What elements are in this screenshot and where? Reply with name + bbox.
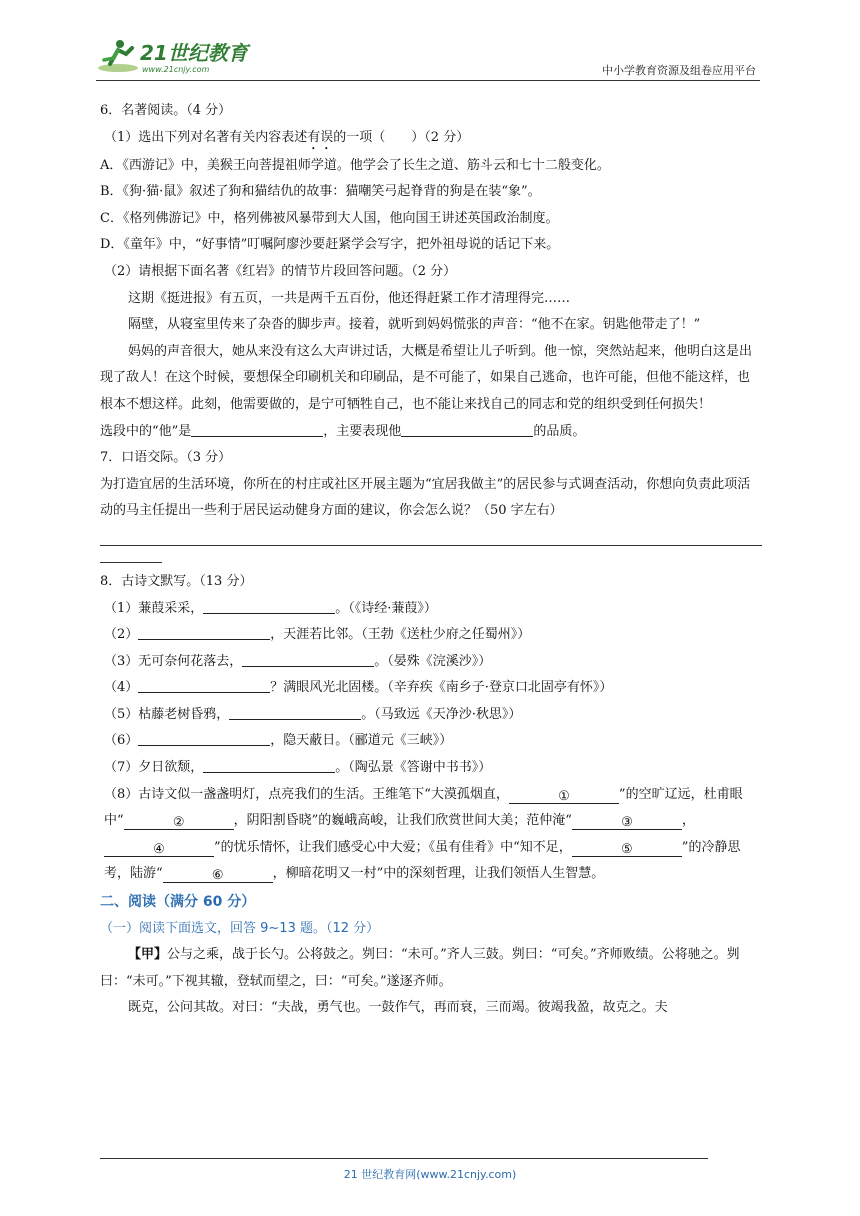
q6-sub1 <box>100 125 762 153</box>
q6-passage-p2: 隔壁，从寝室里传来了杂沓的脚步声。接着，就听到妈妈慌张的声音：“他不在家。钥匙他带走了！” <box>128 317 701 333</box>
answer-blank[interactable] <box>229 705 361 720</box>
q6-option-b: B．《狗·猫·鼠》叙述了狗和猫结仇的故事：猫嘲笑弓起脊背的狗是在装“象”。 <box>100 184 541 200</box>
section2-title: 二、阅读（满分 60 分） <box>100 894 256 911</box>
q6-answer-text-b: ，主要表现他 <box>323 423 402 439</box>
answer-blank[interactable]: ① <box>509 789 619 804</box>
answer-blank[interactable] <box>203 758 335 773</box>
q6-passage-p1: 这期《挺进报》有五页，一共是两千五百份，他还得赶紧工作才清理得完…… <box>128 290 571 306</box>
q8-item-6 <box>100 728 762 755</box>
answer-blank[interactable] <box>203 599 335 614</box>
q8-item-post: 。（《诗经·蒹葭》） <box>335 600 437 616</box>
answer-blank[interactable] <box>242 652 374 667</box>
answer-blank[interactable]: ② <box>124 815 234 830</box>
q8-item-post: ，隐天蔽日。（郦道元《三峡》） <box>270 733 453 749</box>
q8-p8-text: ， <box>681 813 695 829</box>
answer-blank[interactable] <box>401 422 533 437</box>
q6-sub1-text-a: （1）选出下列对名著有关内容表述 <box>104 129 308 145</box>
passage-tag: 【甲】 <box>128 947 168 963</box>
header-divider <box>96 80 760 81</box>
site-logo <box>96 36 266 78</box>
q8-p8-text: ”的空旷辽远，杜甫眼中“ <box>104 786 743 829</box>
q8-item-pre: （2） <box>104 627 139 643</box>
q7-title: 7．口语交际。（3 分） <box>100 450 232 466</box>
footer-divider <box>100 1158 708 1159</box>
answer-blank[interactable]: ③ <box>572 815 682 830</box>
q6-sub2: （2）请根据下面名著《红岩》的情节片段回答问题。（2 分） <box>104 263 457 279</box>
answer-blank[interactable]: ⑥ <box>163 868 273 883</box>
q8-p8-text: （8）古诗文似一盏盏明灯，点亮我们的生活。王维笔下“大漠孤烟直， <box>104 786 509 802</box>
q8-item-5 <box>100 702 762 729</box>
q6-passage-p3: 妈妈的声音很大，她从来没有这么大声讲过话，大概是希望让儿子听到。他一惊，突然站起来，他明白这是出现了敌人！在这个时候，要想保全印刷机关和印刷品，是不可能了，如果自己逃命，也许可能，但他不能这样，也根本不想这样。此刻，他需要做的，是宁可牺牲自己，也不能让来找自己的同志和党的组织受到任何损失！ <box>100 343 753 412</box>
answer-blank[interactable] <box>138 731 270 746</box>
answer-blank[interactable]: ⑤ <box>572 842 682 857</box>
section2-passage-p2: 既克，公问其故。对曰：“夫战，勇气也。一鼓作气，再而衰，三而竭。彼竭我盈，故克之。夫 <box>128 1000 668 1016</box>
q8-item-pre: （7）夕日欲颓， <box>104 760 204 776</box>
q8-p8-text: ”的冷静思考，陆游“ <box>104 839 741 882</box>
q8-item-pre: （3）无可奈何花落去， <box>104 653 243 669</box>
section2-subtitle: （一）阅读下面选文，回答 9~13 题。（12 分） <box>100 921 380 937</box>
q8-item-pre: （1）蒹葭采采， <box>104 600 204 616</box>
answer-blank[interactable] <box>138 625 270 640</box>
section2-passage-p1 <box>100 942 762 995</box>
answer-blank[interactable] <box>191 422 323 437</box>
footer-link[interactable]: 21 世纪教育网(www.21cnjy.com) <box>343 1168 517 1181</box>
q8-item-pre: （4） <box>104 680 139 696</box>
q6-answer-text-a: 选段中的“他”是 <box>100 423 192 439</box>
q7-body: 为打造宜居的生活环境，你所在的村庄或社区开展主题为“宜居我做主”的居民参与式调查活动，你想向负责此项活动的马主任提出一些利于居民运动健身方面的建议，你会怎么说？（50 字左右） <box>100 476 751 519</box>
q6-title: 6．名著阅读。（4 分） <box>100 103 232 118</box>
q8-item-2 <box>100 622 762 649</box>
q8-item-post: ，天涯若比邻。（王勃《送杜少府之任蜀州》） <box>270 627 531 643</box>
q8-p8-text: ，柳暗花明又一村”中的深刻哲理，让我们领悟人生智慧。 <box>272 866 605 882</box>
q8-title: 8．古诗文默写。（13 分） <box>100 573 253 589</box>
platform-name: 中小学教育资源及组卷应用平台 <box>602 64 756 77</box>
q6-option-d: D．《童年》中，“好事情”叮嘱阿廖沙要赶紧学会写字，把外祖母说的话记下来。 <box>100 237 560 253</box>
q8-item-8 <box>100 782 762 888</box>
passage-text: 公与之乘，战于长勺。公将鼓之。刿曰：“未可。”齐人三鼓。刿曰：“可矣。”齐师败绩。公将驰之。刿曰：“未可。”下视其辙，登轼而望之，曰：“可矣。”遂逐齐师。 <box>100 947 740 989</box>
answer-blank[interactable]: ④ <box>104 842 214 857</box>
answer-blank[interactable] <box>138 678 270 693</box>
q8-item-7 <box>100 755 762 782</box>
q8-item-pre: （6） <box>104 733 139 749</box>
q6-option-a: A．《西游记》中，美猴王向菩提祖师学道。他学会了长生之道、筋斗云和七十二般变化。 <box>100 157 610 173</box>
answer-line[interactable] <box>100 525 762 546</box>
q6-sub1-text-b: 的一项（ ）（2 分） <box>333 129 470 145</box>
q8-item-4 <box>100 675 762 702</box>
q8-item-post: 。（晏殊《浣溪沙》） <box>374 653 492 669</box>
q6-sub1-emphasis: 有误 <box>307 129 334 145</box>
svg-text:21世纪教育: 21世纪教育 <box>140 41 248 65</box>
q6-answer <box>100 419 762 446</box>
q8-item-1 <box>100 596 762 623</box>
q6-option-c: C．《格列佛游记》中，格列佛被风暴带到大人国，他向国王讲述英国政治制度。 <box>100 210 559 226</box>
q8-item-pre: （5）枯藤老树昏鸦， <box>104 706 230 722</box>
q8-item-3 <box>100 649 762 676</box>
q8-item-post: 。（马致远《天净沙·秋思》） <box>361 706 522 722</box>
answer-line[interactable] <box>100 550 162 563</box>
q8-p8-text: ，阴阳割昏晓”的巍峨高峻，让我们欣赏世间大美；范仲淹“ <box>233 813 572 829</box>
q8-p8-text: ”的忧乐情怀，让我们感受心中大爱；《虽有佳肴》中“知不足， <box>214 839 572 855</box>
logo-runner-icon <box>96 36 266 78</box>
exam-content <box>100 98 762 1022</box>
q8-item-post: ？满眼风光北固楼。（辛弃疾《南乡子·登京口北固亭有怀》） <box>270 680 613 696</box>
q6-answer-text-c: 的品质。 <box>533 423 586 439</box>
q8-item-post: 。（陶弘景《答谢中书书》） <box>335 760 492 776</box>
svg-text:www.21cnjy.com: www.21cnjy.com <box>142 65 210 74</box>
